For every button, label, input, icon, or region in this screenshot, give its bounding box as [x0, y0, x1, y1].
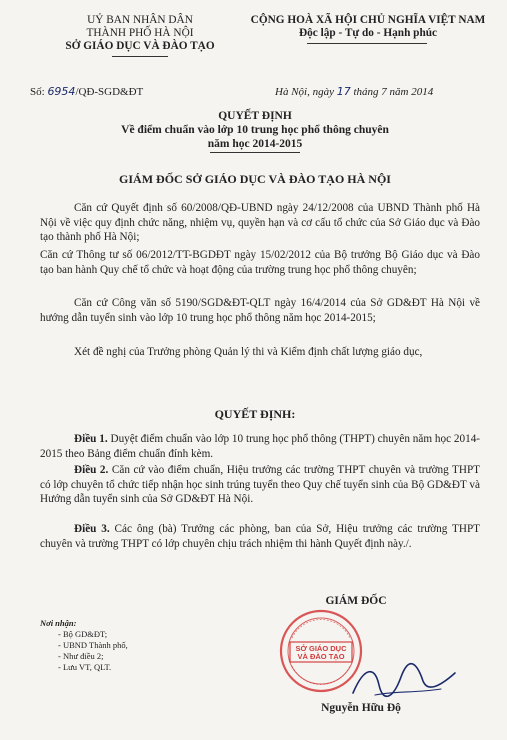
country-name: CỘNG HOÀ XÃ HỘI CHỦ NGHĨA VIỆT NAM: [250, 14, 486, 26]
date-day-handwritten: 17: [336, 85, 351, 98]
decision-heading: QUYẾT ĐỊNH:: [214, 407, 296, 421]
stamp-text-line-2: VÀ ĐÀO TẠO: [297, 652, 345, 661]
article-2: [40, 463, 480, 507]
title-line-3: năm học 2014-2015: [207, 138, 303, 150]
recipient-item: - Bộ GD&ĐT;: [58, 629, 128, 640]
national-motto: Độc lập - Tự do - Hạnh phúc: [298, 27, 438, 39]
agency-underline: [112, 56, 168, 57]
preamble-paragraph: Căn cứ Thông tư số 06/2012/TT-BGDĐT ngày 15/02/2012 của Bộ trưởng Bộ Giáo dục và Đào tạo ban hành Quy chế tổ chức và hoạt động của trường trung học phổ thông chuyên;: [40, 249, 480, 276]
agency-line-2: THÀNH PHỐ HÀ NỘI: [86, 27, 194, 39]
recipients-label: Nơi nhận:: [40, 618, 77, 628]
recipient-item: - UBND Thành phố,: [58, 640, 128, 651]
preamble-paragraph: Căn cứ Công văn số 5190/SGD&ĐT-QLT ngày 16/4/2014 của Sở GD&ĐT Hà Nội về hướng dẫn tuyển sinh vào lớp 10 trung học phổ thông năm học 2014-2015;: [40, 297, 480, 324]
issuer-heading: GIÁM ĐỐC SỞ GIÁO DỤC VÀ ĐÀO TẠO HÀ NỘI: [119, 172, 391, 186]
article-text: Duyệt điểm chuẩn vào lớp 10 trung học phổ thông (THPT) chuyên năm học 2014-2015 theo Bảng điểm chuẩn đính kèm.: [40, 433, 481, 460]
title-line-1: QUYẾT ĐỊNH: [218, 110, 292, 122]
article-text: Các ông (bà) Trưởng các phòng, ban của Sở, Hiệu trưởng các trường THPT chuyên và trường THPT có lớp chuyên chịu trách nhiệm thi hành Quyết định này./.: [40, 523, 481, 550]
document-title: [40, 109, 470, 151]
recipient-item: - Như điều 2;: [58, 651, 128, 662]
national-motto-header: [238, 14, 498, 40]
article-label: Điều 1.: [74, 433, 108, 445]
agency-line-3: SỞ GIÁO DỤC VÀ ĐÀO TẠO: [65, 40, 215, 52]
handwritten-signature: [345, 655, 465, 705]
recipients-list: [40, 618, 128, 673]
article-1: [40, 432, 480, 461]
doc-number-suffix: /QĐ-SGD&ĐT: [75, 86, 144, 98]
document-number: [30, 85, 143, 98]
agency-line-1: UỶ BAN NHÂN DÂN: [87, 14, 193, 26]
article-label: Điều 2.: [74, 464, 109, 476]
stamp-text-line-1: SỞ GIÁO DỤC: [295, 644, 347, 653]
article-label: Điều 3.: [74, 523, 110, 535]
date-prefix: Hà Nội, ngày: [275, 86, 334, 98]
preamble-paragraph: Căn cứ Quyết định số 60/2008/QĐ-UBND ngày 24/12/2008 của UBND Thành phố Hà Nội về việc quy định chức năng, nhiệm vụ, quyền hạn và cơ cấu tổ chức của Sở Giáo dục và Đào tạo thành phố Hà Nội;: [40, 202, 480, 243]
motto-underline: [307, 43, 427, 44]
signer-title: GIÁM ĐỐC: [325, 595, 387, 607]
doc-number-handwritten: 6954: [47, 85, 76, 98]
title-underline: [210, 152, 300, 153]
article-3: [40, 522, 480, 551]
issue-date: [275, 85, 433, 98]
title-line-2: Về điểm chuẩn vào lớp 10 trung học phổ thông chuyên: [121, 124, 389, 136]
preamble-paragraph: Xét đề nghị của Trưởng phòng Quản lý thi và Kiểm định chất lượng giáo dục,: [74, 346, 423, 358]
recipient-item: - Lưu VT, QLT.: [58, 662, 128, 673]
signer-name: Nguyễn Hữu Độ: [321, 702, 401, 714]
date-suffix: tháng 7 năm 2014: [353, 86, 434, 98]
article-text: Căn cứ vào điểm chuẩn, Hiệu trưởng các trường THPT chuyên và trường THPT có lớp chuyên tổ chức tiếp nhận học sinh trúng tuyển theo Quy chế tuyển sinh của Bộ GD&ĐT và Hướng dẫn tuyển sinh của Sở GD&ĐT Hà Nội.: [40, 464, 481, 505]
doc-number-prefix: Số:: [30, 86, 45, 98]
issuing-agency-header: [40, 14, 240, 53]
